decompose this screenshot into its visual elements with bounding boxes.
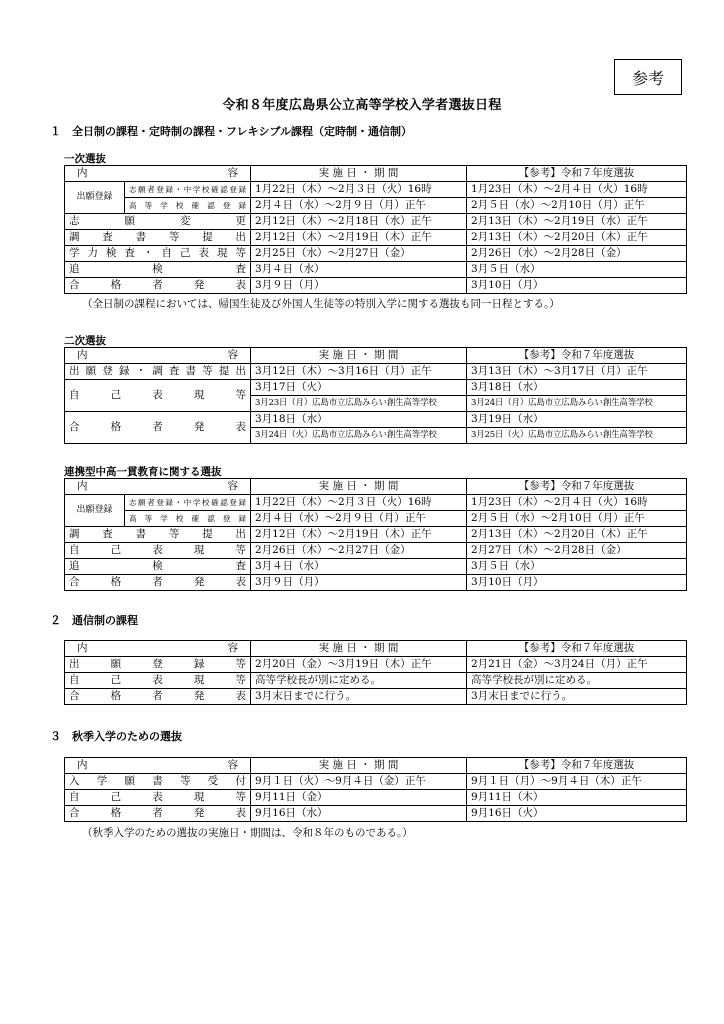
reference-cell: 9月16日（火）	[467, 806, 687, 822]
reference-cell: 2月13日（木）～2月20日（木）正午	[467, 230, 687, 246]
row-label: 合 格 者 発 表	[65, 806, 251, 822]
row-label: 追 検 査	[65, 559, 251, 575]
period-cell: 3月９日（月）	[251, 575, 467, 591]
period-cell: 9月１日（火）～9月４日（金）正午	[251, 774, 467, 790]
period-header: 実 施 日 ・ 期 間	[251, 758, 467, 774]
period-cell: 高等学校長が別に定める。	[251, 673, 467, 689]
period-cell: 2月４日（水）～2月９日（月）正午	[251, 511, 467, 527]
table-row	[65, 527, 687, 543]
table-header-row	[65, 166, 687, 182]
reference-cell: 3月24日（月）広島市立広島みらい創生高等学校	[467, 396, 687, 412]
reference-cell: 3月25日（火）広島市立広島みらい創生高等学校	[467, 428, 687, 444]
content-header: 内 容	[65, 166, 251, 182]
reference-header: 【参考】令和７年度選抜	[467, 348, 687, 364]
autumn-selection-note: （秋季入学のための選抜の実施日・期間は、令和８年のものである。）	[82, 827, 413, 839]
table-row	[65, 412, 687, 428]
table-header-row	[65, 348, 687, 364]
reference-badge: 参考	[614, 59, 682, 95]
table-row	[65, 657, 687, 673]
table-row	[65, 806, 687, 822]
table-header-row	[65, 641, 687, 657]
table-row	[65, 559, 687, 575]
table-row	[65, 182, 687, 198]
period-header: 実 施 日 ・ 期 間	[251, 641, 467, 657]
reference-cell: 2月27日（木）～2月28日（金）	[467, 543, 687, 559]
second-selection-table	[64, 347, 687, 444]
reference-cell: 2月13日（木）～2月19日（水）正午	[467, 214, 687, 230]
autumn-selection-table	[64, 757, 687, 822]
reference-cell: 2月13日（木）～2月20日（木）正午	[467, 527, 687, 543]
table-header-row	[65, 479, 687, 495]
period-cell: 3月18日（水）	[251, 412, 467, 428]
row-label: 高 等 学 校 確 認 登 録	[125, 511, 251, 527]
table-row	[65, 673, 687, 689]
row-label: 合 格 者 発 表	[65, 575, 251, 591]
row-label: 合 格 者 発 表	[65, 412, 251, 444]
period-cell: 3月17日（火）	[251, 380, 467, 396]
period-cell: 2月４日（水）～2月９日（月）正午	[251, 198, 467, 214]
row-label: 合 格 者 発 表	[65, 689, 251, 705]
reference-cell: 1月23日（木）～2月４日（火）16時	[467, 182, 687, 198]
reference-cell: 2月26日（水）～2月28日（金）	[467, 246, 687, 262]
table-row	[65, 198, 687, 214]
row-label: 志願者登録・中学校確認登録	[125, 495, 251, 511]
period-cell: 3月４日（水）	[251, 559, 467, 575]
reference-cell: 3月10日（月）	[467, 575, 687, 591]
reference-cell: 3月13日（木）～3月17日（月）正午	[467, 364, 687, 380]
second-selection-title: 二次選抜	[64, 335, 106, 347]
period-cell: 3月４日（水）	[251, 262, 467, 278]
reference-header: 【参考】令和７年度選抜	[467, 479, 687, 495]
period-cell: 1月22日（木）～2月３日（火）16時	[251, 495, 467, 511]
section-2-title: ２ 通信制の課程	[50, 614, 138, 627]
period-cell: 3月24日（火）広島市立広島みらい創生高等学校	[251, 428, 467, 444]
row-label: 出願登録・調査書等提出	[65, 364, 251, 380]
table-row	[65, 543, 687, 559]
reference-header: 【参考】令和７年度選抜	[467, 166, 687, 182]
row-label: 入学願書等受付	[65, 774, 251, 790]
period-cell: 2月26日（木）～2月27日（金）	[251, 543, 467, 559]
period-cell: 9月11日（金）	[251, 790, 467, 806]
reference-cell: 2月５日（水）～2月10日（月）正午	[467, 198, 687, 214]
first-selection-table	[64, 165, 687, 294]
reference-cell: 9月11日（木）	[467, 790, 687, 806]
period-cell: 3月９日（月）	[251, 278, 467, 294]
content-header: 内 容	[65, 479, 251, 495]
row-label: 追 検 査	[65, 262, 251, 278]
row-label: 学力検査・自己表現等	[65, 246, 251, 262]
period-cell: 2月12日（木）～2月19日（木）正午	[251, 230, 467, 246]
table-row	[65, 774, 687, 790]
row-label: 志願者登録・中学校確認登録	[125, 182, 251, 198]
period-cell: 2月12日（木）～2月18日（水）正午	[251, 214, 467, 230]
table-row	[65, 364, 687, 380]
row-label: 自 己 表 現 等	[65, 790, 251, 806]
reference-cell: 3月10日（月）	[467, 278, 687, 294]
section-1-title: １ 全日制の課程・定時制の課程・フレキシブル課程（定時制・通信制）	[50, 125, 413, 138]
table-row	[65, 495, 687, 511]
reference-header: 【参考】令和７年度選抜	[467, 641, 687, 657]
first-selection-note: （全日制の課程においては、帰国生徒及び外国人生徒等の特別入学に関する選抜も同一日程とする。）	[82, 298, 560, 310]
row-label: 自 己 表 現 等	[65, 673, 251, 689]
reference-cell: 3月末日までに行う。	[467, 689, 687, 705]
reference-cell: 2月21日（金）～3月24日（月）正午	[467, 657, 687, 673]
row-label: 志 願 変 更	[65, 214, 251, 230]
reference-cell: 3月５日（水）	[467, 559, 687, 575]
table-row	[65, 380, 687, 396]
row-label: 調 査 書 等 提 出	[65, 527, 251, 543]
period-cell: 2月20日（金）～3月19日（木）正午	[251, 657, 467, 673]
reference-header: 【参考】令和７年度選抜	[467, 758, 687, 774]
table-row	[65, 246, 687, 262]
reference-cell: 3月５日（水）	[467, 262, 687, 278]
period-cell: 3月末日までに行う。	[251, 689, 467, 705]
period-cell: 3月23日（月）広島市立広島みらい創生高等学校	[251, 396, 467, 412]
period-header: 実 施 日 ・ 期 間	[251, 348, 467, 364]
table-header-row	[65, 758, 687, 774]
period-cell: 2月12日（木）～2月19日（木）正午	[251, 527, 467, 543]
reference-cell: 9月１日（月）～9月４日（木）正午	[467, 774, 687, 790]
content-header: 内 容	[65, 641, 251, 657]
content-header: 内 容	[65, 758, 251, 774]
section-3-title: ３ 秋季入学のための選抜	[50, 730, 182, 743]
linked-selection-table	[64, 478, 687, 591]
first-selection-title: 一次選抜	[64, 153, 106, 165]
correspondence-table	[64, 640, 687, 705]
period-cell: 9月16日（水）	[251, 806, 467, 822]
period-header: 実 施 日 ・ 期 間	[251, 479, 467, 495]
table-row	[65, 230, 687, 246]
content-header: 内 容	[65, 348, 251, 364]
row-label: 高 等 学 校 確 認 登 録	[125, 198, 251, 214]
row-label: 自 己 表 現 等	[65, 380, 251, 412]
period-cell: 3月12日（木）～3月16日（月）正午	[251, 364, 467, 380]
table-row	[65, 214, 687, 230]
group-label: 出願登録	[65, 495, 125, 527]
row-label: 出 願 登 録 等	[65, 657, 251, 673]
reference-cell: 3月18日（水）	[467, 380, 687, 396]
table-row	[65, 689, 687, 705]
row-label: 調 査 書 等 提 出	[65, 230, 251, 246]
row-label: 合 格 者 発 表	[65, 278, 251, 294]
reference-cell: 1月23日（木）～2月４日（火）16時	[467, 495, 687, 511]
table-row	[65, 278, 687, 294]
linked-selection-title: 連携型中高一貫教育に関する選抜	[64, 466, 222, 478]
table-row	[65, 575, 687, 591]
row-label: 自 己 表 現 等	[65, 543, 251, 559]
period-cell: 1月22日（木）～2月３日（火）16時	[251, 182, 467, 198]
document-title: 令和８年度広島県公立高等学校入学者選抜日程	[222, 98, 502, 113]
table-row	[65, 511, 687, 527]
period-cell: 2月25日（水）～2月27日（金）	[251, 246, 467, 262]
table-row	[65, 262, 687, 278]
table-row	[65, 790, 687, 806]
group-label: 出願登録	[65, 182, 125, 214]
period-header: 実 施 日 ・ 期 間	[251, 166, 467, 182]
reference-cell: 3月19日（水）	[467, 412, 687, 428]
reference-cell: 2月５日（水）～2月10日（月）正午	[467, 511, 687, 527]
reference-cell: 高等学校長が別に定める。	[467, 673, 687, 689]
